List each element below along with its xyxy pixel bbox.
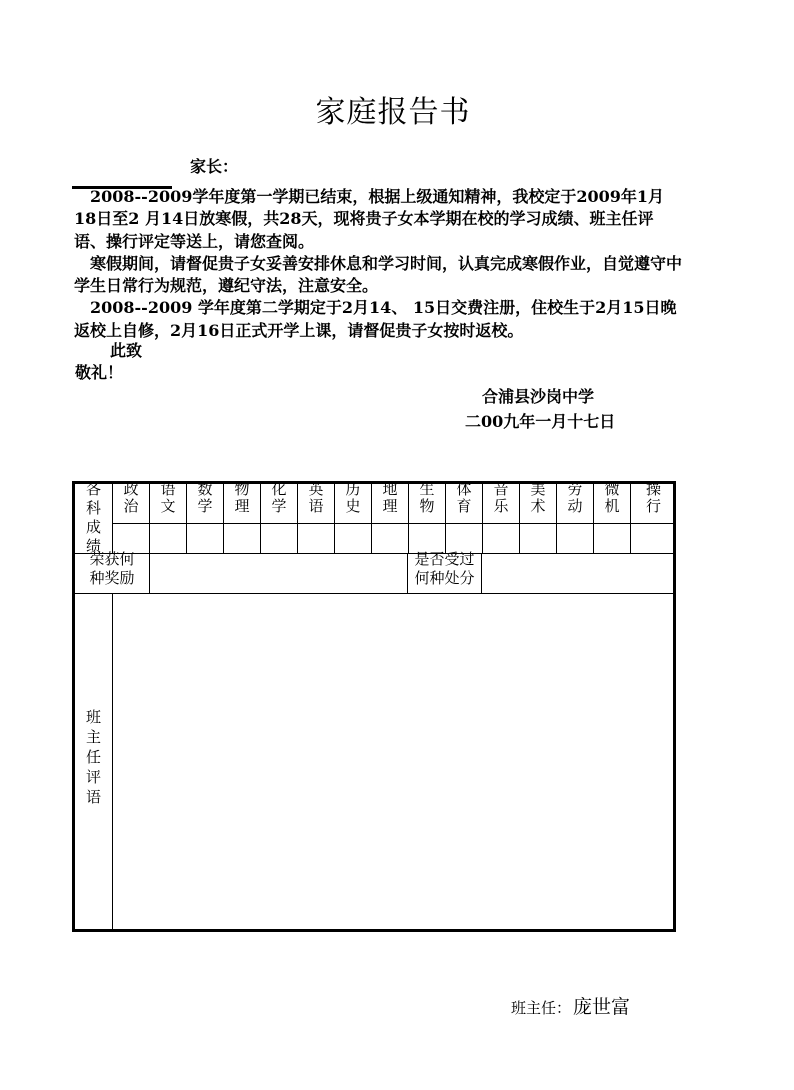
subject-header: 英语 bbox=[298, 484, 335, 524]
grades-label-cell bbox=[75, 480, 113, 555]
subject-header: 政治 bbox=[113, 484, 150, 524]
subject-header: 微机 bbox=[594, 484, 631, 524]
grade-cell[interactable] bbox=[372, 524, 409, 554]
subject-header: 地理 bbox=[372, 484, 409, 524]
teacher-label: 班主任： bbox=[511, 999, 572, 1017]
punishment-label: 是否受过何种处分 bbox=[414, 550, 475, 587]
report-table bbox=[72, 480, 676, 1018]
punishment-value-cell[interactable] bbox=[482, 554, 676, 594]
subject-header: 音乐 bbox=[483, 484, 520, 524]
grade-cell[interactable] bbox=[483, 524, 520, 554]
awards-value-cell[interactable] bbox=[150, 554, 408, 594]
salutation: 家长： bbox=[190, 157, 239, 176]
document-title: 家庭报告书 bbox=[315, 95, 471, 130]
grade-cell[interactable] bbox=[224, 524, 261, 554]
subject-header: 操行 bbox=[631, 484, 676, 524]
awards-label: 荣获何种奖励 bbox=[89, 550, 135, 587]
letter-paragraph: 2008--2009学年度第一学期已结束，根据上级通知精神，我校定于2009年1月 18日至2 月14日放寒假，共28天，现将贵子女本学期在校的学习成绩、班主任评语、操行评定等送上，请您查阅。 bbox=[74, 187, 665, 251]
school-name: 合浦县沙岗中学 bbox=[482, 387, 595, 406]
subject-header: 美术 bbox=[520, 484, 557, 524]
comment-label: 班主任评语 bbox=[85, 707, 101, 806]
letter-paragraph: 2008--2009 学年度第二学期定于2月14、 15日交费注册，住校生于2月15日晚返校上自修，2月16日正式开学上课，请督促贵子女按时返校。 bbox=[74, 298, 677, 340]
grade-cell[interactable] bbox=[557, 524, 594, 554]
grade-cell[interactable] bbox=[187, 524, 224, 554]
comment-label-cell bbox=[75, 594, 113, 929]
grade-cell[interactable] bbox=[594, 524, 631, 554]
subject-header: 数学 bbox=[187, 484, 224, 524]
letter-body bbox=[74, 186, 684, 342]
awards-label-cell bbox=[75, 550, 150, 594]
subject-header: 生物 bbox=[409, 484, 446, 524]
subject-header: 劳动 bbox=[557, 484, 594, 524]
comment-value-cell[interactable] bbox=[113, 594, 676, 1018]
grade-cell[interactable] bbox=[261, 524, 298, 554]
grade-cell[interactable] bbox=[150, 524, 187, 554]
closing-salute: 敬礼！ bbox=[75, 363, 124, 382]
grade-cell[interactable] bbox=[520, 524, 557, 554]
closing-greeting: 此致 bbox=[110, 341, 143, 360]
grade-cell[interactable] bbox=[631, 524, 676, 554]
subject-header: 化学 bbox=[261, 484, 298, 524]
subject-header: 语文 bbox=[150, 484, 187, 524]
letter-date: 二00九年一月十七日 bbox=[465, 412, 616, 431]
subject-header: 物理 bbox=[224, 484, 261, 524]
grade-cell[interactable] bbox=[335, 524, 372, 554]
punishment-label-cell bbox=[408, 550, 482, 594]
teacher-signature bbox=[511, 992, 630, 1019]
letter-paragraph: 寒假期间，请督促贵子女妥善安排休息和学习时间，认真完成寒假作业，自觉遵守中学生日常行为规范，遵纪守法，注意安全。 bbox=[74, 253, 683, 296]
grade-cell[interactable] bbox=[298, 524, 335, 554]
subject-header: 体育 bbox=[446, 484, 483, 524]
teacher-name: 庞世富 bbox=[573, 996, 631, 1018]
subject-header: 历史 bbox=[335, 484, 372, 524]
grades-label: 各科成绩 bbox=[85, 480, 101, 555]
